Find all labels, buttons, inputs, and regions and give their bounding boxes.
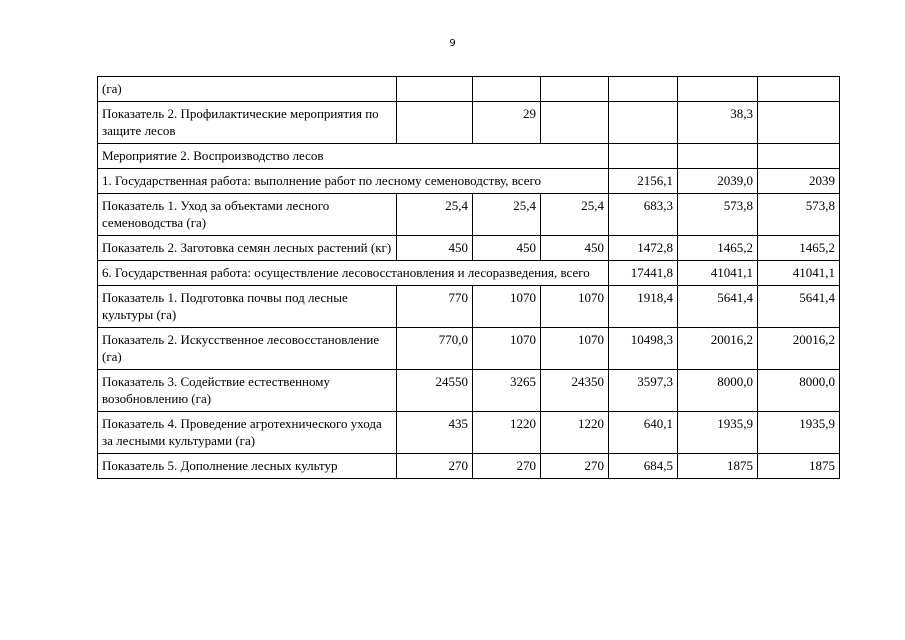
value-cell: 25,4 — [541, 194, 609, 236]
row-label: Мероприятие 2. Воспроизводство лесов — [98, 144, 609, 169]
value-cell: 640,1 — [609, 412, 678, 454]
row-label: Показатель 2. Заготовка семян лесных растений (кг) — [98, 236, 397, 261]
table-row — [98, 261, 840, 286]
value-cell: 2039 — [758, 169, 840, 194]
row-label: Показатель 5. Дополнение лесных культур — [98, 454, 397, 479]
value-cell: 5641,4 — [758, 286, 840, 328]
value-cell: 573,8 — [758, 194, 840, 236]
row-label: Показатель 3. Содействие естественному возобновлению (га) — [98, 370, 397, 412]
value-cell: 1875 — [758, 454, 840, 479]
table-row — [98, 144, 840, 169]
value-cell: 684,5 — [609, 454, 678, 479]
row-label: Показатель 2. Профилактические мероприятия по защите лесов — [98, 102, 397, 144]
value-cell: 1070 — [473, 286, 541, 328]
value-cell: 8000,0 — [678, 370, 758, 412]
table-row — [98, 454, 840, 479]
value-cell: 41041,1 — [758, 261, 840, 286]
value-cell: 270 — [397, 454, 473, 479]
value-cell: 20016,2 — [678, 328, 758, 370]
value-cell: 1220 — [541, 412, 609, 454]
value-cell: 2156,1 — [609, 169, 678, 194]
page-number: 9 — [449, 38, 456, 49]
value-cell: 10498,3 — [609, 328, 678, 370]
value-cell: 450 — [397, 236, 473, 261]
table-row — [98, 328, 840, 370]
table-row — [98, 194, 840, 236]
value-cell: 3597,3 — [609, 370, 678, 412]
table-row — [98, 370, 840, 412]
value-cell: 20016,2 — [758, 328, 840, 370]
table-row — [98, 77, 840, 102]
value-cell: 24550 — [397, 370, 473, 412]
row-label: Показатель 2. Искусственное лесовосстановление (га) — [98, 328, 397, 370]
value-cell — [609, 77, 678, 102]
value-cell: 270 — [473, 454, 541, 479]
value-cell: 1935,9 — [758, 412, 840, 454]
value-cell — [541, 102, 609, 144]
value-cell — [758, 102, 840, 144]
table-body — [98, 77, 840, 479]
row-label: 1. Государственная работа: выполнение работ по лесному семеноводству, всего — [98, 169, 609, 194]
value-cell — [609, 144, 678, 169]
value-cell — [541, 77, 609, 102]
value-cell: 1465,2 — [758, 236, 840, 261]
value-cell: 1875 — [678, 454, 758, 479]
value-cell: 450 — [473, 236, 541, 261]
value-cell: 25,4 — [397, 194, 473, 236]
value-cell: 24350 — [541, 370, 609, 412]
value-cell: 17441,8 — [609, 261, 678, 286]
value-cell: 450 — [541, 236, 609, 261]
value-cell: 1465,2 — [678, 236, 758, 261]
row-label: Показатель 1. Уход за объектами лесного семеноводства (га) — [98, 194, 397, 236]
value-cell: 435 — [397, 412, 473, 454]
value-cell: 573,8 — [678, 194, 758, 236]
row-label: (га) — [98, 77, 397, 102]
value-cell: 29 — [473, 102, 541, 144]
value-cell: 683,3 — [609, 194, 678, 236]
value-cell: 38,3 — [678, 102, 758, 144]
table-row — [98, 412, 840, 454]
row-label: 6. Государственная работа: осуществление лесовосстановления и лесоразведения, всего — [98, 261, 609, 286]
value-cell: 1070 — [541, 286, 609, 328]
value-cell: 3265 — [473, 370, 541, 412]
value-cell — [758, 77, 840, 102]
value-cell — [678, 144, 758, 169]
value-cell: 25,4 — [473, 194, 541, 236]
table-row — [98, 169, 840, 194]
row-label: Показатель 4. Проведение агротехнического ухода за лесными культурами (га) — [98, 412, 397, 454]
data-table — [97, 76, 840, 479]
value-cell — [473, 77, 541, 102]
value-cell: 1220 — [473, 412, 541, 454]
table-row — [98, 102, 840, 144]
value-cell: 1918,4 — [609, 286, 678, 328]
table-row — [98, 286, 840, 328]
value-cell — [397, 102, 473, 144]
value-cell — [678, 77, 758, 102]
value-cell — [397, 77, 473, 102]
value-cell: 1070 — [473, 328, 541, 370]
row-label: Показатель 1. Подготовка почвы под лесные культуры (га) — [98, 286, 397, 328]
value-cell: 770 — [397, 286, 473, 328]
value-cell: 2039,0 — [678, 169, 758, 194]
value-cell: 1070 — [541, 328, 609, 370]
value-cell: 270 — [541, 454, 609, 479]
value-cell — [758, 144, 840, 169]
value-cell — [609, 102, 678, 144]
table-row — [98, 236, 840, 261]
value-cell: 1472,8 — [609, 236, 678, 261]
value-cell: 41041,1 — [678, 261, 758, 286]
value-cell: 5641,4 — [678, 286, 758, 328]
value-cell: 8000,0 — [758, 370, 840, 412]
value-cell: 1935,9 — [678, 412, 758, 454]
value-cell: 770,0 — [397, 328, 473, 370]
